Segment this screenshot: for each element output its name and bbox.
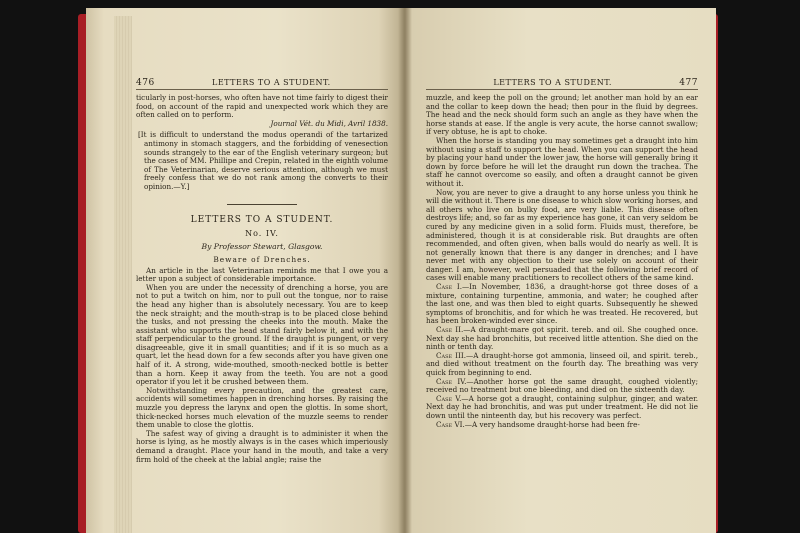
left-running-head <box>136 78 388 90</box>
article-author: By Professor Stewart, Glasgow. <box>201 241 323 251</box>
journal-citation: Journal Vét. du Midi, Avril 1838. <box>270 118 388 128</box>
case-label: Case IV. <box>436 376 467 386</box>
article-subtitle: Beware of Drenches. <box>213 254 311 264</box>
case-label: Case V. <box>436 393 462 403</box>
section-divider <box>227 204 297 205</box>
book-gutter <box>398 8 412 533</box>
case-label: Case I. <box>436 282 462 292</box>
case-text: —A draught-horse got ammonia, linseed oil, and spirit. tereb., and died without treatment on the fourth day. The breathing was very quick from beginning to end. <box>426 350 698 377</box>
body-paragraph: When you are under the necessity of drenching a horse, you are not to put a twitch on him, nor to pull out the tongue, nor to raise the head any higher than is absolutely necessary. You are to keep the neck straight; and the mouth-strap is to be placed close behind the tusks, and not pressing the cheeks into the mouth. Make the assistant who supports the head stand fairly below it, and with the staff perpendicular to the ground. If the draught is pungent, or very disagreeable, give it in small quantities; and if it is so much as a quart, let the head down for a few seconds after you have given one half of it. A strong, wide-mouthed, smooth-necked bottle is better than a horn. Keep it away from the teeth. You are not a good operator if you let it be crushed between them. <box>136 282 388 387</box>
case-paragraph <box>426 378 698 395</box>
case-label: Case VI. <box>436 419 465 429</box>
case-text: —A draught-mare got spirit. tereb. and oil. She coughed once. Next day she had bronchitis, but received little attention. She died on the ninth or tenth day. <box>426 325 699 352</box>
body-paragraph: Notwithstanding every precaution, and the greatest care, accidents will sometimes happen in drenching horses. By raising the muzzle you depress the larynx and open the glottis. In some short, thick-necked horses much elevation of the muzzle seems to render them unable to close the glottis. <box>136 385 388 430</box>
article-title: LETTERS TO A STUDENT. <box>190 214 334 225</box>
case-text: —In November, 1836, a draught-horse got three doses of a mixture, containing turpentine, ammonia, and water; he coughed after the last one, and was then bled to eight quarts. Subsequently he shewed symptoms of bronchitis, and for which he was treated. He recovered, but has been broken-winded ever since. <box>426 282 698 326</box>
left-page-number: 476 <box>136 78 155 88</box>
right-running-head <box>426 78 698 90</box>
intro-paragraph: ticularly in post-horses, who often have not time fairly to digest their food, on account of the rapid and unexpected work which they are often called on to perform. <box>136 93 388 120</box>
article-number: No. IV. <box>245 228 279 238</box>
case-paragraph <box>426 421 698 430</box>
left-page <box>86 8 404 533</box>
page-edges <box>114 16 132 533</box>
case-label: Case III. <box>436 350 466 360</box>
right-page <box>404 8 716 533</box>
right-page-number: 477 <box>679 78 698 88</box>
right-running-title: LETTERS TO A STUDENT. <box>493 78 612 87</box>
case-paragraph <box>426 283 698 326</box>
editor-note: [It is difficult to understand the modus operandi of the tartarized antimony in stomach staggers, and the forbidding of venesection sounds strangely to the ear of the English veterinary surgeon; but the cases of MM. Phillipe and Crepin, related in the eighth volume of The Veterinarian, deserve serious attention, although we must freely confess that we do not rank among the converts to their opinion.—Y.] <box>138 130 388 191</box>
case-text: —Another horse got the same draught, coughed violently; received no treatment but one bleeding, and died on the sixteenth day. <box>426 376 698 395</box>
case-paragraph <box>426 352 698 378</box>
case-paragraph <box>426 395 698 421</box>
body-paragraph: Now, you are never to give a draught to any horse unless you think he will die without it. There is one disease to which slow working horses, and all others who live on bulky food, are very liable. This disease often destroys life; and, so far as my experience has gone, it can very seldom be cured by any medicine given in a solid form. Fluids must, therefore, be administered, though it is at considerable risk. But draughts are often recommended, and often given, when balls would do nearly as well. It is not generally known that there is any danger in drenches; and I have never met with any objection to their use solely on account of their danger. I am, however, well persuaded that the following brief record of cases will enable many practitioners to recollect others of the same kind. <box>426 187 698 283</box>
body-paragraph: muzzle, and keep the poll on the ground; let another man hold by an ear and the collar to keep down the head; then pour in the fluid by degrees. The head and the neck should form such an angle as they have when the horse stands at ease. If the angle is very acute, the horse cannot swallow; if very obtuse, he is apt to choke. <box>426 93 698 137</box>
case-text: —A very handsome draught-horse had been fre- <box>464 419 640 429</box>
open-book <box>86 8 716 533</box>
body-paragraph: When the horse is standing you may sometimes get a draught into him without using a staff to support the head. When you can support the head by placing your hand under the lower jaw, the horse will generally bring it down by force before he will let the draught run down the trachea. The staff he cannot overcome so easily, and often a draught cannot be given without it. <box>426 135 698 188</box>
case-paragraph <box>426 326 698 352</box>
left-running-title: LETTERS TO A STUDENT. <box>212 78 331 87</box>
body-paragraph: The safest way of giving a draught is to administer it when the horse is lying, as he mostly always is in the cases which imperiously demand a draught. Place your hand in the mouth, and take a very firm hold of the cheek at the labial angle; raise the <box>136 428 388 464</box>
case-label: Case II. <box>436 325 464 335</box>
body-paragraph: An article in the last Veterinarian reminds me that I owe you a letter upon a subject of considerable importance. <box>136 265 388 284</box>
case-text: —A horse got a draught, containing sulphur, ginger, and water. Next day he had bronchitis, and was put under treatment. He did not lie down until the ninteenth day, but his recovery was perfect. <box>426 393 699 420</box>
